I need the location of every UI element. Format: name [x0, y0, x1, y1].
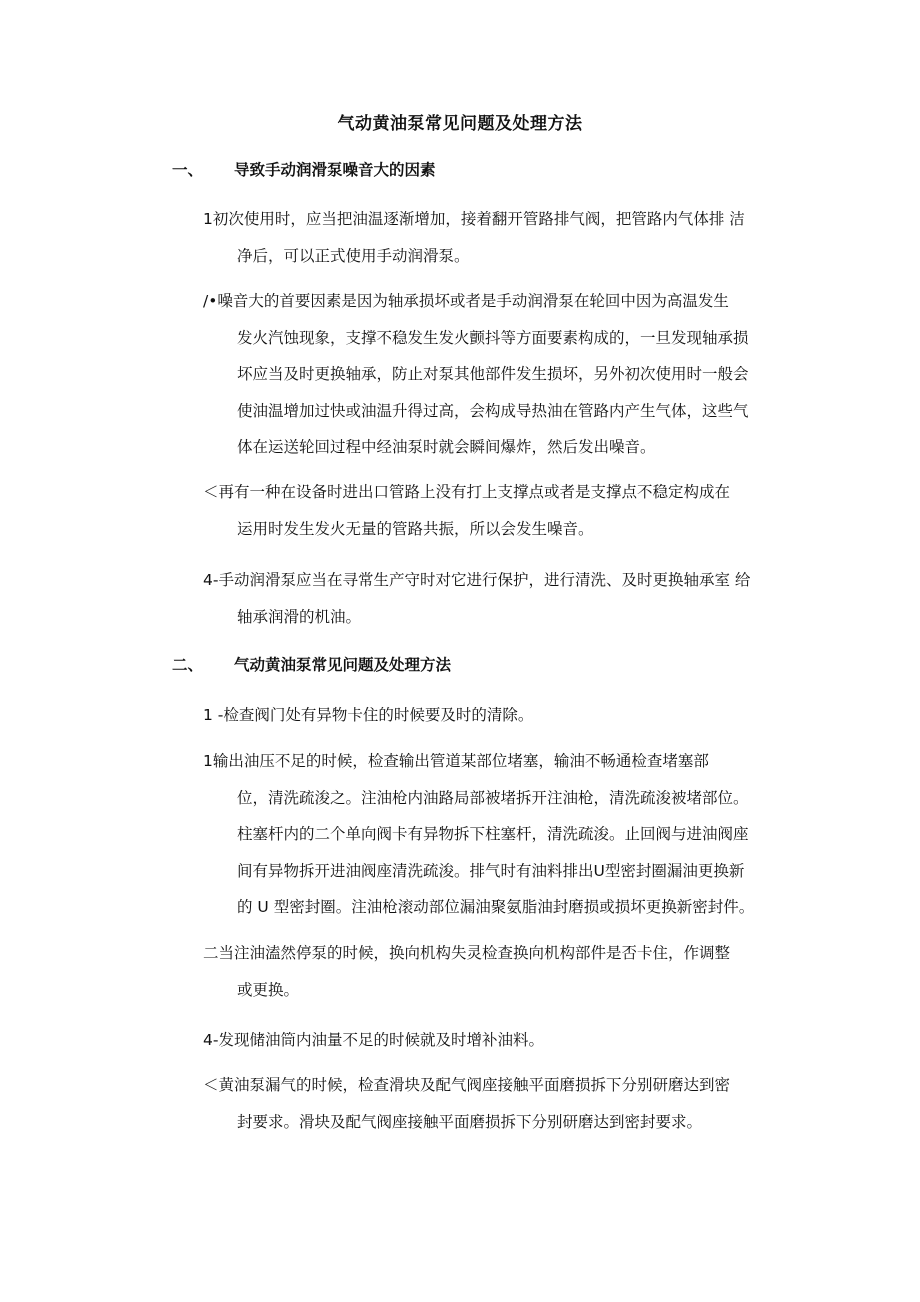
paragraph — [203, 201, 803, 274]
paragraph-line: 间有异物拆开进油阀座清洗疏浚。排气时有油料排出U型密封圈漏油更换新 — [237, 861, 745, 880]
document-title: 气动黄油泵常见问题及处理方法 — [337, 114, 583, 134]
paragraph-line: 轴承润滑的机油。 — [237, 607, 362, 626]
paragraph-line: 柱塞杆内的二个单向阀卡有异物拆下柱塞杆，清洗疏浚。止回阀与进油阀座 — [237, 825, 749, 843]
paragraph-line: 4-发现储油筒内油量不足的时候就及时增补油料。 — [203, 1031, 544, 1049]
paragraph-line: 位，清洗疏浚之。注油枪内油路局部被堵拆开注油枪，清洗疏浚被堵部位。 — [237, 788, 749, 807]
paragraph-line: 或更换。 — [237, 980, 300, 999]
paragraph — [203, 283, 803, 466]
paragraph — [203, 1022, 803, 1059]
section-title: 导致手动润滑泵噪音大的因素 — [234, 161, 436, 179]
paragraph — [203, 935, 803, 1008]
paragraph — [203, 1067, 803, 1140]
paragraph-line: ＜再有一种在设备时进出口管路上没有打上支撑点或者是支撑点不稳定构成在 — [203, 483, 731, 501]
paragraph-line: /•噪音大的首要因素是因为轴承损坏或者是手动润滑泵在轮回中因为高温发生 — [203, 292, 729, 310]
paragraph — [203, 743, 803, 926]
paragraph-line: 1 -检查阀门处有异物卡住的时候要及时的清除。 — [203, 706, 534, 724]
paragraph-line: 的 U 型密封圈。注油枪滚动部位漏油聚氨脂油封磨损或损坏更换新密封件。 — [237, 898, 755, 916]
section-heading-2 — [172, 653, 451, 675]
paragraph-line: 4-手动润滑泵应当在寻常生产守时对它进行保护，进行清洗、及时更换轴承室 给 — [203, 571, 751, 589]
paragraph-line: 运用时发生发火无量的管路共振，所以会发生噪音。 — [237, 519, 594, 538]
section-number: 二、 — [172, 656, 204, 674]
paragraph — [203, 697, 803, 734]
paragraph — [203, 562, 803, 635]
section-heading-1 — [172, 158, 436, 180]
section-title: 气动黄油泵常见问题及处理方法 — [234, 656, 452, 674]
paragraph-line: 体在运送轮回过程中经油泵时就会瞬间爆炸，然后发出噪音。 — [237, 438, 656, 456]
paragraph-line: 发火汽蚀现象，支撑不稳发生发火颤抖等方面要素构成的，一旦发现轴承损 — [237, 328, 749, 347]
paragraph-line: 1输出油压不足的时候，检查输出管道某部位堵塞，输油不畅通检查堵塞部 — [203, 752, 709, 770]
paragraph-line: 二当注油溘然停泵的时候，换向机构失灵检查换向机构部件是否卡住，作调整 — [203, 944, 731, 962]
paragraph — [203, 474, 803, 547]
paragraph-line: ＜黄油泵漏气的时候，检查滑块及配气阀座接触平面磨损拆下分别研磨达到密 — [203, 1076, 731, 1094]
paragraph-line: 1初次使用时，应当把油温逐渐增加，接着翻开管路排气阀，把管路内气体排 洁 — [203, 210, 745, 228]
section-number: 一、 — [172, 161, 204, 179]
paragraph-line: 使油温增加过快或油温升得过高，会构成导热油在管路内产生气体，这些气 — [237, 401, 749, 420]
paragraph-line: 净后，可以正式使用手动润滑泵。 — [237, 246, 470, 265]
paragraph-line: 封要求。滑块及配气阀座接触平面磨损拆下分别研磨达到密封要求。 — [237, 1112, 703, 1131]
paragraph-line: 坏应当及时更换轴承，防止对泵其他部件发生损坏，另外初次使用时一般会 — [237, 365, 749, 383]
